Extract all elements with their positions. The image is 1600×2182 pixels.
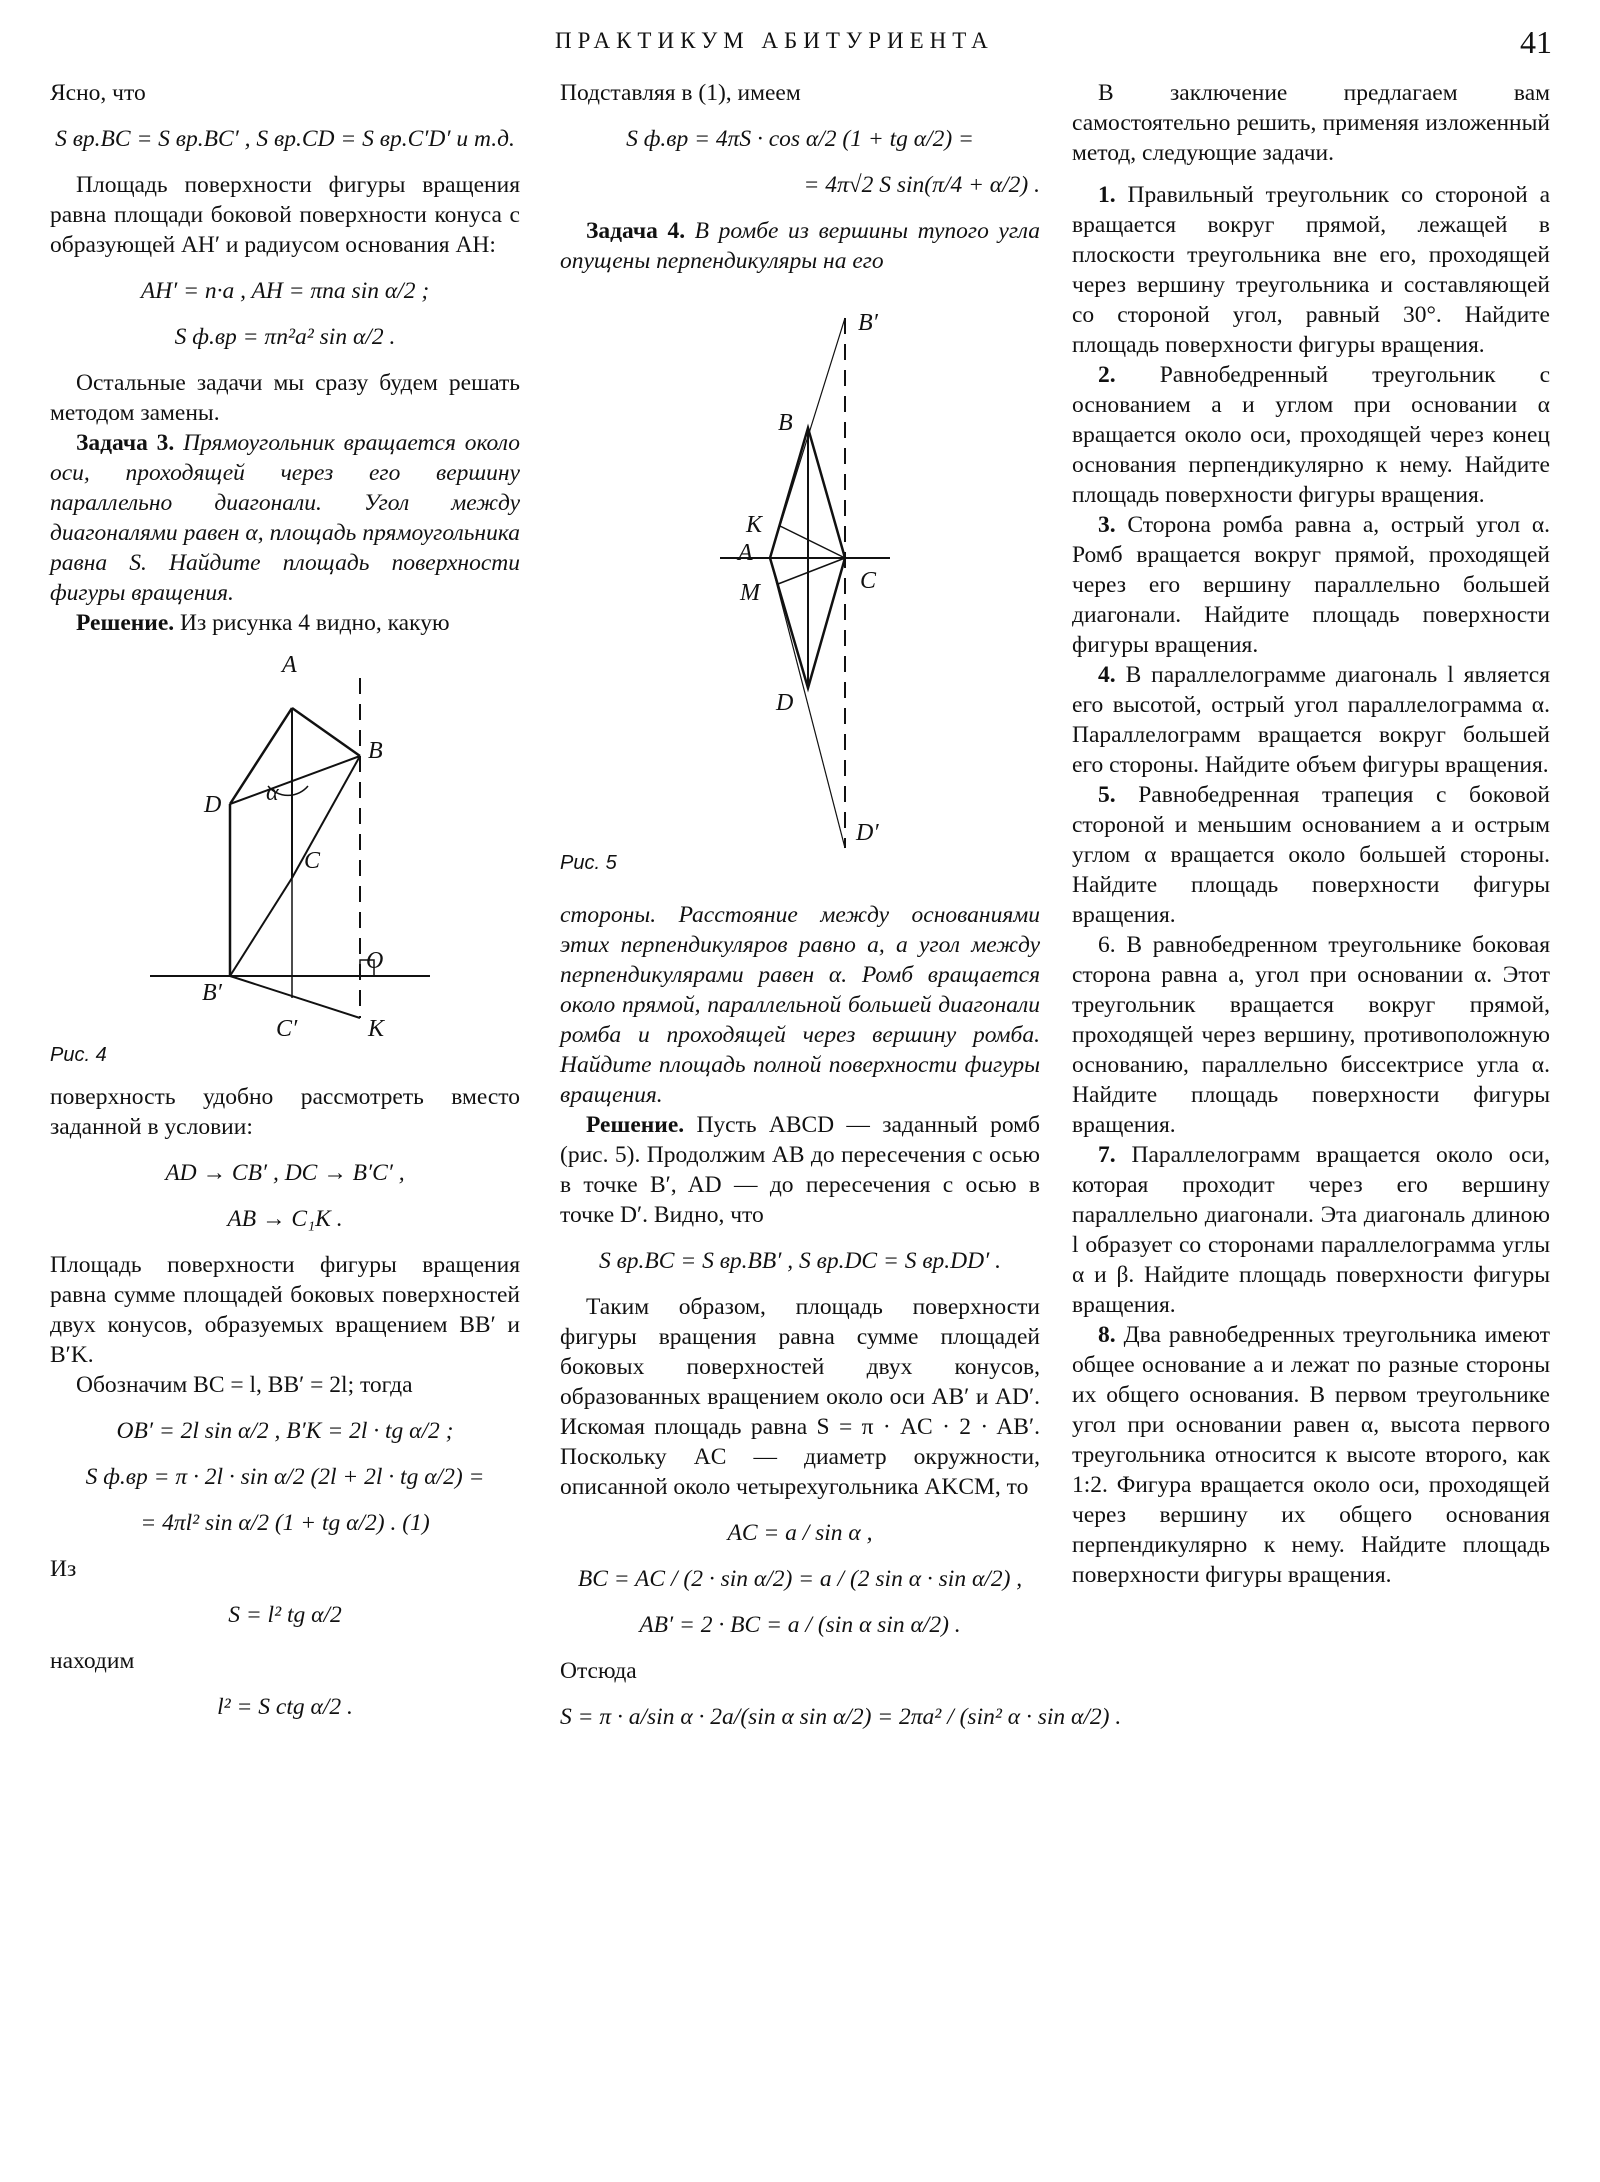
problem-text: Сторона ромба равна a, острый угол α. Ромб вращается вокруг прямой, проходящей через его вершину параллельно большей диагонали. Найдите площадь поверхности фигуры вращения.	[1072, 512, 1551, 658]
problem-text: Параллелограмм вращается около оси, которая проходит через его вершину параллельно диагонали. Эта диагональ длиною l образует со сторонами параллелограмма углы α и β. Найдите площадь поверхности фигуры вращения.	[1072, 1142, 1551, 1318]
running-title: ПРАКТИКУМ АБИТУРИЕНТА	[555, 28, 994, 53]
figure-4-drawing	[50, 658, 520, 1038]
problem-text: Два равнобедренных треугольника имеют общее основание a и лежат по разные стороны их общего основания. В первом треугольнике угол при основании равен α, высота первого треугольника относится к высоте второго, как 1:2. Фигура вращается около оси, проходящей через вершину их общего основания перпендикулярно к нему. Найдите площадь поверхности фигуры вращения.	[1072, 1322, 1550, 1588]
task-4-continued: стороны. Расстояние между основаниями этих перпендикуляров равно a, а угол между перпендикулярами равен α. Ромб вращается около прямой, параллельной большей диагонали ромба и проходящей через вершину ромба. Найдите площадь полной поверхности фигуры вращения.	[560, 902, 1040, 1108]
point-label: C′	[276, 1016, 298, 1042]
solution-label: Решение.	[586, 1112, 685, 1138]
paragraph: Подставляя в (1), имеем	[560, 80, 801, 106]
problem-number: 2.	[1098, 362, 1116, 388]
figure-caption: Рис. 5	[560, 852, 617, 874]
paragraph: Площадь поверхности фигуры вращения равна площади боковой поверхности конуса с образующей AH′ и радиусом основания AH:	[50, 172, 520, 258]
problem-7	[1072, 1140, 1550, 1320]
problem-8	[1072, 1320, 1550, 1590]
paragraph: В заключение предлагаем вам самостоятельно решить, применяя изложенный метод, следующие задачи.	[1072, 80, 1550, 166]
task-text: Прямоугольник вращается около оси, проходящей через его вершину параллельно диагонали. Угол между диагоналями равен α, площадь прямоугольника равна S. Найдите площадь поверхности фигуры вращения.	[50, 430, 520, 606]
point-label: D′	[856, 820, 879, 846]
solution-text: Из рисунка 4 видно, какую	[180, 610, 450, 636]
figure-5-drawing	[560, 288, 1040, 868]
point-label: A	[738, 540, 753, 566]
point-label: C	[304, 848, 321, 874]
figure-5	[560, 288, 1040, 888]
problem-text: Правильный треугольник со стороной a вращается вокруг прямой, лежащей в плоскости треугольника вне его, проходящей через вершину треугольника и составляющей со стороной угол, равный 30°. Найдите площадь поверхности фигуры вращения.	[1072, 182, 1550, 358]
problem-2	[1072, 360, 1550, 510]
problem-number: 7.	[1098, 1142, 1116, 1168]
task-text: В ромбе из вершины тупого угла опущены перпендикуляры на его	[560, 218, 1040, 274]
point-label: O	[366, 948, 384, 974]
page-header	[0, 24, 1600, 68]
point-label: A	[282, 652, 297, 678]
figure-4	[50, 650, 520, 1070]
problem-4	[1072, 660, 1550, 780]
formula: = 4π√2 S sin(π/4 + α/2) .	[803, 172, 1040, 198]
formula: AB′ = 2 · BC = a / (sin α sin α/2) .	[639, 1612, 961, 1638]
formula: S = l² tg α/2	[228, 1602, 342, 1628]
formula: S ф.вр = π · 2l · sin α/2 (2l + 2l · tg α/2) =	[85, 1464, 485, 1490]
problem-1	[1072, 180, 1550, 360]
problem-3	[1072, 510, 1550, 660]
formula: S вр.BC = S вр.BC′ , S вр.CD = S вр.C′D′ и т.д.	[55, 126, 515, 152]
point-label: K	[368, 1016, 385, 1042]
problem-number: 4.	[1098, 662, 1116, 688]
point-label: B′	[858, 310, 878, 336]
formula: AD → CB′ , DC → B′C′ ,	[165, 1160, 405, 1186]
formula: AB → C₁K .	[227, 1206, 343, 1232]
task-4	[560, 216, 1040, 276]
figure-caption: Рис. 4	[50, 1044, 107, 1066]
problem-text: Равнобедренный треугольник с основанием a и углом при основании α вращается около оси, проходящей через конец основания перпендикулярно к нему. Найдите площадь поверхности фигуры вращения.	[1072, 362, 1550, 508]
page-number: 41	[1520, 24, 1552, 60]
solution-label: Решение.	[76, 610, 175, 636]
paragraph: находим	[50, 1648, 135, 1674]
angle-label: α	[266, 780, 279, 806]
solution	[50, 608, 520, 638]
problem-number: 3.	[1098, 512, 1116, 538]
column-1	[50, 78, 520, 1738]
problem-number: 8.	[1098, 1322, 1116, 1348]
problem-6	[1072, 930, 1550, 1140]
paragraph: Остальные задачи мы сразу будем решать методом замены.	[50, 370, 520, 426]
formula: AH′ = n·a , AH = πna sin α/2 ;	[140, 278, 430, 304]
point-label: B	[778, 410, 793, 436]
formula: = 4πl² sin α/2 (1 + tg α/2) . (1)	[140, 1510, 430, 1536]
formula: S вр.BC = S вр.BB′ , S вр.DC = S вр.DD′ .	[598, 1248, 1001, 1274]
paragraph: Из	[50, 1556, 77, 1582]
formula: OB′ = 2l sin α/2 , B′K = 2l · tg α/2 ;	[116, 1418, 454, 1444]
paragraph: поверхность удобно рассмотреть вместо заданной в условии:	[50, 1084, 520, 1140]
paragraph: Обозначим BC = l, BB′ = 2l; тогда	[76, 1372, 413, 1398]
formula: l² = S ctg α/2 .	[217, 1694, 353, 1720]
point-label: B′	[202, 980, 222, 1006]
solution-text: Пусть ABCD — заданный ромб (рис. 5). Продолжим AB до пересечения с осью в точке B′, AD — до пересечения с осью в точке D′. Видно, что	[560, 1112, 1041, 1228]
point-label: C	[860, 568, 877, 594]
problem-number: 6.	[1098, 932, 1116, 958]
formula: S ф.вр = 4πS · cos α/2 (1 + tg α/2) =	[626, 126, 974, 152]
point-label: D	[776, 690, 794, 716]
problem-number: 1.	[1098, 182, 1116, 208]
point-label: B	[368, 738, 383, 764]
task-label: Задача 4.	[586, 218, 686, 244]
paragraph: Площадь поверхности фигуры вращения равна сумме площадей боковых поверхностей двух конусов, образуемых вращением BB′ и B′K.	[50, 1252, 520, 1368]
paragraph: Отсюда	[560, 1658, 637, 1684]
formula: BC = AC / (2 · sin α/2) = a / (2 sin α · sin α/2) ,	[577, 1566, 1023, 1592]
problem-5	[1072, 780, 1550, 930]
problem-text: Равнобедренная трапеция с боковой стороной и меньшим основанием a и острым углом α вращается около большей стороны. Найдите площадь поверхности фигуры вращения.	[1072, 782, 1550, 928]
formula: AC = a / sin α ,	[727, 1520, 873, 1546]
problem-text: В параллелограмме диагональ l является его высотой, острый угол параллелограмма α. Параллелограмм вращается вокруг большей его стороны. Найдите объем фигуры вращения.	[1072, 662, 1551, 778]
task-3	[50, 428, 520, 608]
paragraph: Ясно, что	[50, 80, 146, 106]
column-3	[1072, 78, 1550, 1590]
formula: S = π · a/sin α · 2a/(sin α sin α/2) = 2πa² / (sin² α · sin α/2) .	[560, 1704, 1122, 1730]
formula: S ф.вр = πn²a² sin α/2 .	[174, 324, 396, 350]
column-2	[560, 78, 1122, 1748]
problem-number: 5.	[1098, 782, 1116, 808]
solution	[560, 1110, 1040, 1230]
point-label: M	[740, 580, 760, 606]
problem-text: В равнобедренном треугольнике боковая сторона равна a, угол при основании α. Этот треугольник вращается вокруг прямой, проходящей через вершину, противоположную основанию, параллельно биссектрисе угла α. Найдите площадь поверхности фигуры вращения.	[1072, 932, 1551, 1138]
point-label: K	[746, 512, 763, 538]
task-label: Задача 3.	[76, 430, 175, 456]
point-label: D	[204, 792, 222, 818]
paragraph: Таким образом, площадь поверхности фигуры вращения равна сумме площадей боковых поверхностей двух конусов, образованных вращением около оси AB′ и AD′. Искомая площадь равна S = π · AC · 2 · AB′. Поскольку AC — диаметр окружности, описанной около четырехугольника AKCM, то	[560, 1294, 1040, 1500]
